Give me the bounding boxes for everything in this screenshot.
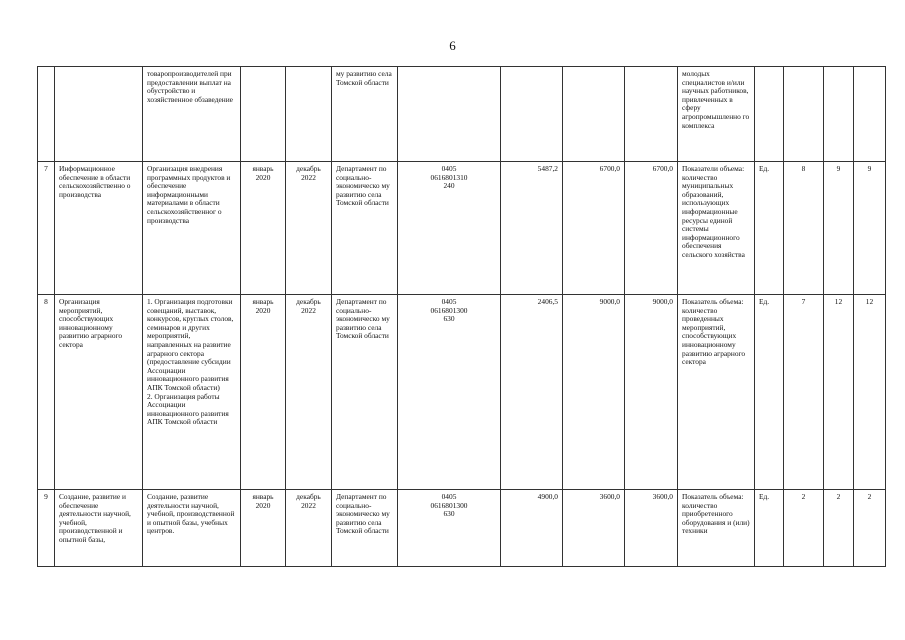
- budget-code: 0405 0616801300 630: [398, 295, 501, 490]
- task-name: Информационное обеспечение в области сельскохозяйственно о производства: [55, 162, 143, 295]
- budget-code: 0405 0616801300 630: [398, 490, 501, 567]
- start-date: январь 2020: [241, 162, 286, 295]
- start-date: [241, 67, 286, 162]
- row-number: 7: [38, 162, 55, 295]
- executor: Департамент по социально-экономическо му развитию села Томской области: [332, 490, 398, 567]
- target-year-2: 2: [824, 490, 854, 567]
- target-year-1: [784, 67, 824, 162]
- executor: му развитию села Томской области: [332, 67, 398, 162]
- target-year-1: 2: [784, 490, 824, 567]
- program-activities-table: [37, 66, 886, 567]
- unit: [755, 67, 784, 162]
- activity-description: Создание, развитие деятельности научной, учебной, производственной и опытной базы, учебных центров.: [143, 490, 241, 567]
- start-date: январь 2020: [241, 295, 286, 490]
- table-row: [38, 162, 886, 295]
- table-row: [38, 295, 886, 490]
- amount-year-2: 3600,0: [563, 490, 625, 567]
- amount-year-1: 4900,0: [501, 490, 563, 567]
- amount-year-1: 5487,2: [501, 162, 563, 295]
- amount-year-1: 2406,5: [501, 295, 563, 490]
- target-year-2: 12: [824, 295, 854, 490]
- target-year-1: 8: [784, 162, 824, 295]
- activity-description: товаропроизводителей при предоставлении выплат на обустройство и хозяйственное обзаведение: [143, 67, 241, 162]
- indicator: Показатель объема: количество приобретенного оборудования и (или) техники: [678, 490, 755, 567]
- target-year-2: 9: [824, 162, 854, 295]
- row-number: 9: [38, 490, 55, 567]
- executor: Департамент по социально-экономическо му развитию села Томской области: [332, 162, 398, 295]
- task-name: [55, 67, 143, 162]
- amount-year-3: 6700,0: [625, 162, 678, 295]
- budget-code: 0405 0616801310 240: [398, 162, 501, 295]
- end-date: декабрь 2022: [286, 162, 332, 295]
- unit: Ед.: [755, 295, 784, 490]
- amount-year-2: [563, 67, 625, 162]
- page-number: 6: [449, 38, 456, 53]
- target-year-1: 7: [784, 295, 824, 490]
- indicator: молодых специалистов и/или научных работников, привлеченных в сферу агропромышленно го комплекса: [678, 67, 755, 162]
- unit: Ед.: [755, 490, 784, 567]
- row-number: [38, 67, 55, 162]
- task-name: Создание, развитие и обеспечение деятельности научной, учебной, производственной и опытной базы,: [55, 490, 143, 567]
- row-number: 8: [38, 295, 55, 490]
- amount-year-3: 9000,0: [625, 295, 678, 490]
- target-year-3: [854, 67, 886, 162]
- table-row: [38, 67, 886, 162]
- amount-year-3: 3600,0: [625, 490, 678, 567]
- amount-year-2: 9000,0: [563, 295, 625, 490]
- target-year-2: [824, 67, 854, 162]
- amount-year-1: [501, 67, 563, 162]
- indicator: Показатель объема: количество проведенных мероприятий, способствующих инновационному развитию аграрного сектора: [678, 295, 755, 490]
- target-year-3: 9: [854, 162, 886, 295]
- amount-year-3: [625, 67, 678, 162]
- budget-code: [398, 67, 501, 162]
- amount-year-2: 6700,0: [563, 162, 625, 295]
- activity-description: 1. Организация подготовки совещаний, выставок, конкурсов, круглых столов, семинаров и других мероприятий, направленных на развитие аграрного сектора (предоставление субсидии Ассоциации инновационного развития АПК Томской области) 2. Организация работы Ассоциации инновационного развития АПК Томской области: [143, 295, 241, 490]
- target-year-3: 12: [854, 295, 886, 490]
- end-date: [286, 67, 332, 162]
- end-date: декабрь 2022: [286, 490, 332, 567]
- activity-description: Организация внедрения программных продуктов и обеспечение информационными материалами в области сельскохозяйственног о производства: [143, 162, 241, 295]
- executor: Департамент по социально-экономическо му развитию села Томской области: [332, 295, 398, 490]
- target-year-3: 2: [854, 490, 886, 567]
- end-date: декабрь 2022: [286, 295, 332, 490]
- unit: Ед.: [755, 162, 784, 295]
- start-date: январь 2020: [241, 490, 286, 567]
- table-row: [38, 490, 886, 567]
- indicator: Показатели объема: количество муниципальных образований, использующих информационные ресурсы единой системы информационного обеспечения сельского хозяйства: [678, 162, 755, 295]
- task-name: Организация мероприятий, способствующих инновационному развитию аграрного сектора: [55, 295, 143, 490]
